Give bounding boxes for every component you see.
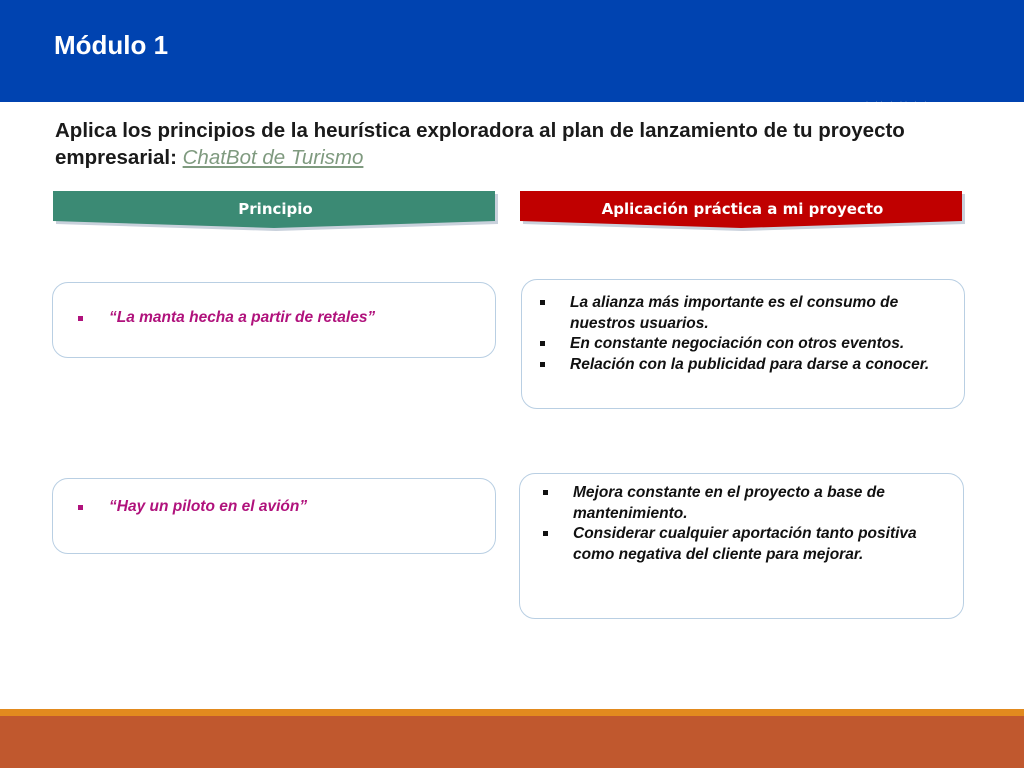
project-link[interactable]: ChatBot de Turismo: [182, 146, 364, 169]
intro-text: [55, 117, 1005, 171]
application-item: Considerar cualquier aportación tanto positiva como negativa del cliente para mejorar.: [573, 524, 949, 565]
footer-accent-line: [0, 709, 1024, 716]
application-item: La alianza más importante es el consumo de nuestros usuarios.: [570, 293, 950, 334]
principle-list-2: [53, 479, 495, 518]
principle-header-label: Principio: [238, 200, 313, 218]
principle-item: “Hay un piloto en el avión”: [109, 497, 495, 518]
principle-card-2: [52, 478, 496, 554]
application-column-header: [520, 191, 965, 231]
application-item: En constante negociación con otros eventos.: [570, 334, 950, 355]
application-list-2: [520, 474, 963, 565]
application-item: Relación con la publicidad para darse a conocer.: [570, 355, 950, 376]
principle-card-1: [52, 282, 496, 358]
slide-title: Módulo 1: [54, 30, 169, 60]
footer-bar: [0, 716, 1024, 768]
application-card-2: [519, 473, 964, 619]
application-list-1: [522, 280, 964, 375]
principle-item: “La manta hecha a partir de retales”: [109, 308, 495, 329]
intro-statement: Aplica los principios de la heurística exploradora al plan de lanzamiento de tu proyecto empresarial:: [55, 119, 905, 169]
faint-decoration: · ·· · ·· · ·: [866, 99, 930, 105]
principle-list-1: [53, 283, 495, 329]
application-card-1: [521, 279, 965, 409]
principle-column-header: [53, 191, 498, 231]
application-header-label: Aplicación práctica a mi proyecto: [601, 200, 884, 218]
application-item: Mejora constante en el proyecto a base de mantenimiento.: [573, 483, 949, 524]
